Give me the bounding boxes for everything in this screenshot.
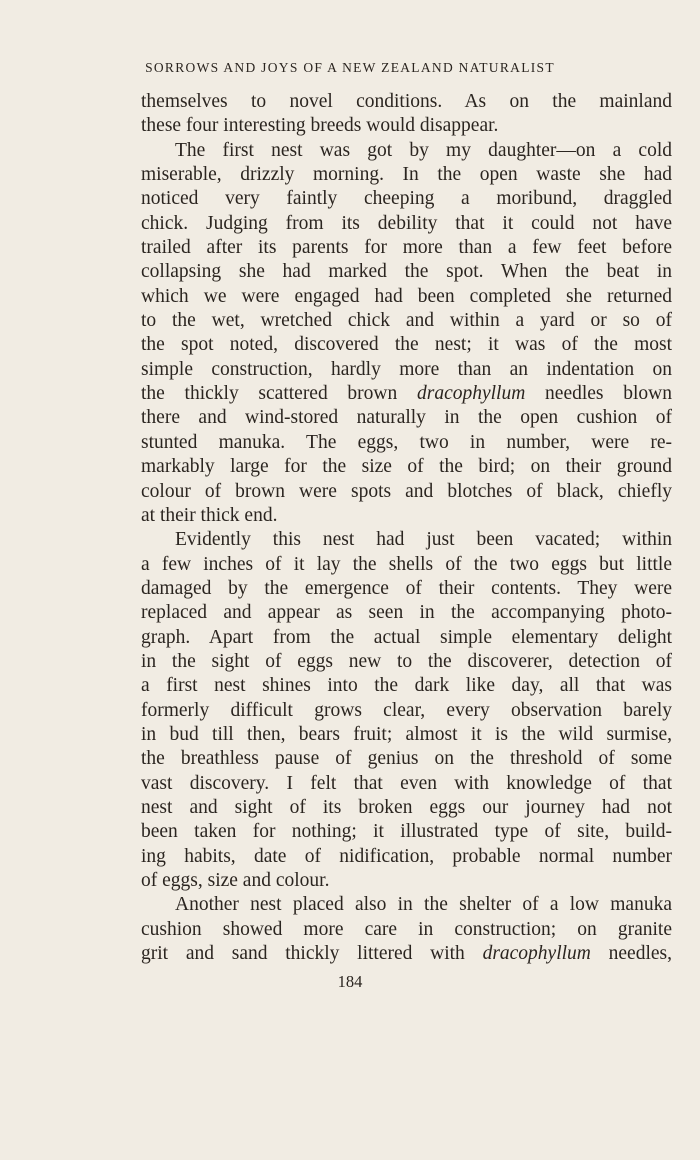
text-segment: needles blown bbox=[525, 383, 672, 405]
text-line bbox=[141, 333, 672, 357]
text-segment: chick. Judging from its debility that it could not have bbox=[141, 212, 672, 234]
text-segment: themselves to novel conditions. As on the mainland bbox=[141, 91, 672, 112]
text-line bbox=[141, 406, 672, 430]
text-segment: colour of brown were spots and blotches of black, chiefly bbox=[141, 480, 672, 502]
text-line bbox=[141, 236, 672, 260]
text-line bbox=[141, 358, 672, 382]
text-line bbox=[141, 699, 672, 723]
text-segment: collapsing she had marked the spot. When the beat in bbox=[141, 261, 672, 283]
text-line bbox=[141, 845, 672, 869]
text-line bbox=[141, 382, 672, 406]
text-segment: the thickly scattered brown bbox=[141, 383, 417, 405]
text-line bbox=[141, 820, 672, 844]
text-line bbox=[141, 601, 672, 625]
text-line bbox=[141, 163, 672, 187]
text-segment: a first nest shines into the dark like day, all that was bbox=[141, 675, 672, 697]
text-line bbox=[141, 114, 672, 138]
text-segment: Evidently this nest had just been vacated; within bbox=[175, 529, 672, 551]
body-text bbox=[141, 90, 672, 966]
text-line bbox=[141, 796, 672, 820]
text-line bbox=[141, 772, 672, 796]
text-segment: nest and sight of its broken eggs our journey had not bbox=[141, 796, 672, 818]
italic-term: dracophyllum bbox=[482, 943, 591, 965]
text-segment: markably large for the size of the bird; on their ground bbox=[141, 456, 672, 478]
text-segment: in bud till then, bears fruit; almost it is the wild surmise, bbox=[141, 723, 672, 745]
text-segment: been taken for nothing; it illustrated type of site, build- bbox=[141, 821, 672, 843]
text-segment: ing habits, date of nidification, probable normal number bbox=[141, 845, 672, 867]
text-segment: Another nest placed also in the shelter of a low manuka bbox=[175, 894, 672, 916]
text-segment: replaced and appear as seen in the accompanying photo- bbox=[141, 602, 672, 624]
text-line bbox=[141, 869, 672, 893]
text-line bbox=[141, 747, 672, 771]
text-line bbox=[141, 942, 672, 966]
text-line bbox=[141, 553, 672, 577]
text-line bbox=[141, 455, 672, 479]
text-segment: there and wind-stored naturally in the open cushion of bbox=[141, 407, 672, 429]
text-segment: which we were engaged had been completed she returned bbox=[141, 285, 672, 307]
text-segment: The first nest was got by my daughter—on a cold bbox=[175, 139, 672, 161]
text-line bbox=[141, 431, 672, 455]
text-line bbox=[141, 723, 672, 747]
text-segment: noticed very faintly cheeping a moribund, draggled bbox=[141, 188, 672, 210]
text-segment: a few inches of it lay the shells of the two eggs but little bbox=[141, 553, 672, 575]
text-segment: at their thick end. bbox=[141, 504, 278, 526]
text-segment: the breathless pause of genius on the threshold of some bbox=[141, 748, 672, 770]
text-line bbox=[141, 309, 672, 333]
text-line bbox=[141, 577, 672, 601]
text-line bbox=[141, 528, 672, 552]
text-line bbox=[141, 285, 672, 309]
text-line bbox=[141, 650, 672, 674]
text-line bbox=[141, 139, 672, 163]
text-segment: graph. Apart from the actual simple elementary delight bbox=[141, 626, 672, 648]
text-segment: of eggs, size and colour. bbox=[141, 870, 330, 891]
text-segment: in the sight of eggs new to the discoverer, detection of bbox=[141, 650, 672, 672]
text-segment: grit and sand thickly littered with bbox=[141, 943, 483, 965]
text-line bbox=[141, 674, 672, 698]
text-segment: needles, bbox=[590, 943, 672, 965]
text-line bbox=[141, 212, 672, 236]
page-number: 184 bbox=[337, 972, 363, 991]
text-line bbox=[141, 893, 672, 917]
running-header: SORROWS AND JOYS OF A NEW ZEALAND NATURALIST bbox=[145, 60, 555, 75]
text-segment: stunted manuka. The eggs, two in number, were re- bbox=[141, 431, 672, 453]
text-segment: to the wet, wretched chick and within a yard or so of bbox=[141, 310, 672, 332]
text-line bbox=[141, 480, 672, 504]
text-line bbox=[141, 626, 672, 650]
text-line bbox=[141, 260, 672, 284]
text-segment: these four interesting breeds would disappear. bbox=[141, 115, 499, 137]
text-segment: damaged by the emergence of their contents. They were bbox=[141, 577, 672, 599]
text-line bbox=[141, 918, 672, 942]
text-segment: miserable, drizzly morning. In the open waste she had bbox=[141, 164, 672, 186]
text-segment: the spot noted, discovered the nest; it was of the most bbox=[141, 334, 672, 356]
text-line bbox=[141, 187, 672, 211]
text-segment: trailed after its parents for more than a few feet before bbox=[141, 237, 672, 259]
text-segment: cushion showed more care in construction; on granite bbox=[141, 918, 672, 940]
text-segment: simple construction, hardly more than an indentation on bbox=[141, 358, 672, 380]
text-line bbox=[141, 90, 672, 114]
text-line bbox=[141, 504, 672, 528]
text-segment: vast discovery. I felt that even with knowledge of that bbox=[141, 772, 672, 794]
italic-term: dracophyllum bbox=[416, 383, 526, 405]
text-segment: formerly difficult grows clear, every observation barely bbox=[141, 699, 672, 721]
